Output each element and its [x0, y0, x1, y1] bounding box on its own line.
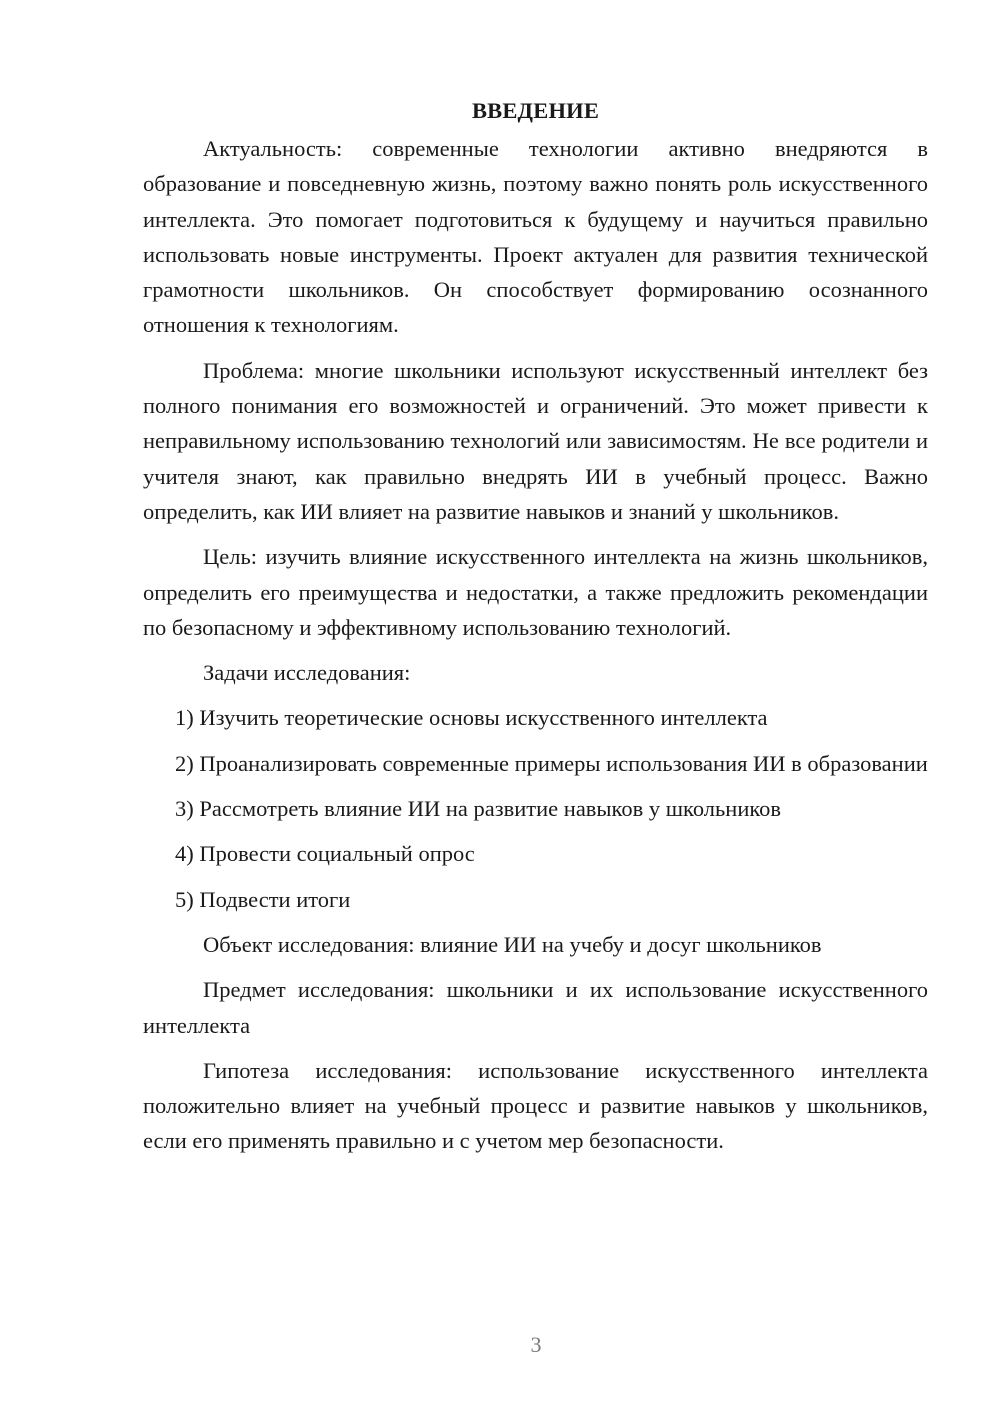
paragraph-object: Объект исследования: влияние ИИ на учебу и досуг школьников [203, 931, 822, 957]
task-item-1: 1) Изучить теоретические основы искусственного интеллекта [175, 705, 768, 731]
paragraph-problem: Проблема: многие школьники используют искусственный интеллект без полного понимания его возможностей и ограничений. Это может привести к неправильному использованию технологий или зависимостям. Не все родители и учителя знают, как правильно внедрять ИИ в учебный процесс. Важно определить, как ИИ влияет на развитие навыков и знаний у школьников. [143, 357, 928, 524]
task-item-5: 5) Подвести итоги [175, 886, 351, 912]
page-content [143, 93, 928, 1169]
tasks-heading: Задачи исследования: [203, 660, 411, 686]
task-item-3: 3) Рассмотреть влияние ИИ на развитие навыков у школьников [175, 796, 782, 822]
paragraph-goal: Цель: изучить влияние искусственного интеллекта на жизнь школьников, определить его преимущества и недостатки, а также предложить рекомендации по безопасному и эффективному использованию технологий. [143, 544, 928, 640]
task-item-4: 4) Провести социальный опрос [175, 841, 475, 867]
task-item-2: 2) Проанализировать современные примеры использования ИИ в образовании [175, 750, 928, 776]
paragraph-subject: Предмет исследования: школьники и их использование искусственного интеллекта [143, 977, 928, 1038]
page-number: 3 [530, 1332, 542, 1357]
paragraph-relevance: Актуальность: современные технологии активно внедряются в образование и повседневную жизнь, поэтому важно понять роль искусственного интеллекта. Это помогает подготовиться к будущему и научиться правильно использовать новые инструменты. Проект актуален для развития технической грамотности школьников. Он способствует формированию осознанного отношения к технологиям. [143, 136, 928, 338]
paragraph-hypothesis: Гипотеза исследования: использование искусственного интеллекта положительно влияет на учебный процесс и развитие навыков у школьников, если его применять правильно и с учетом мер безопасности. [143, 1057, 928, 1154]
section-title: ВВЕДЕНИЕ [471, 98, 600, 123]
